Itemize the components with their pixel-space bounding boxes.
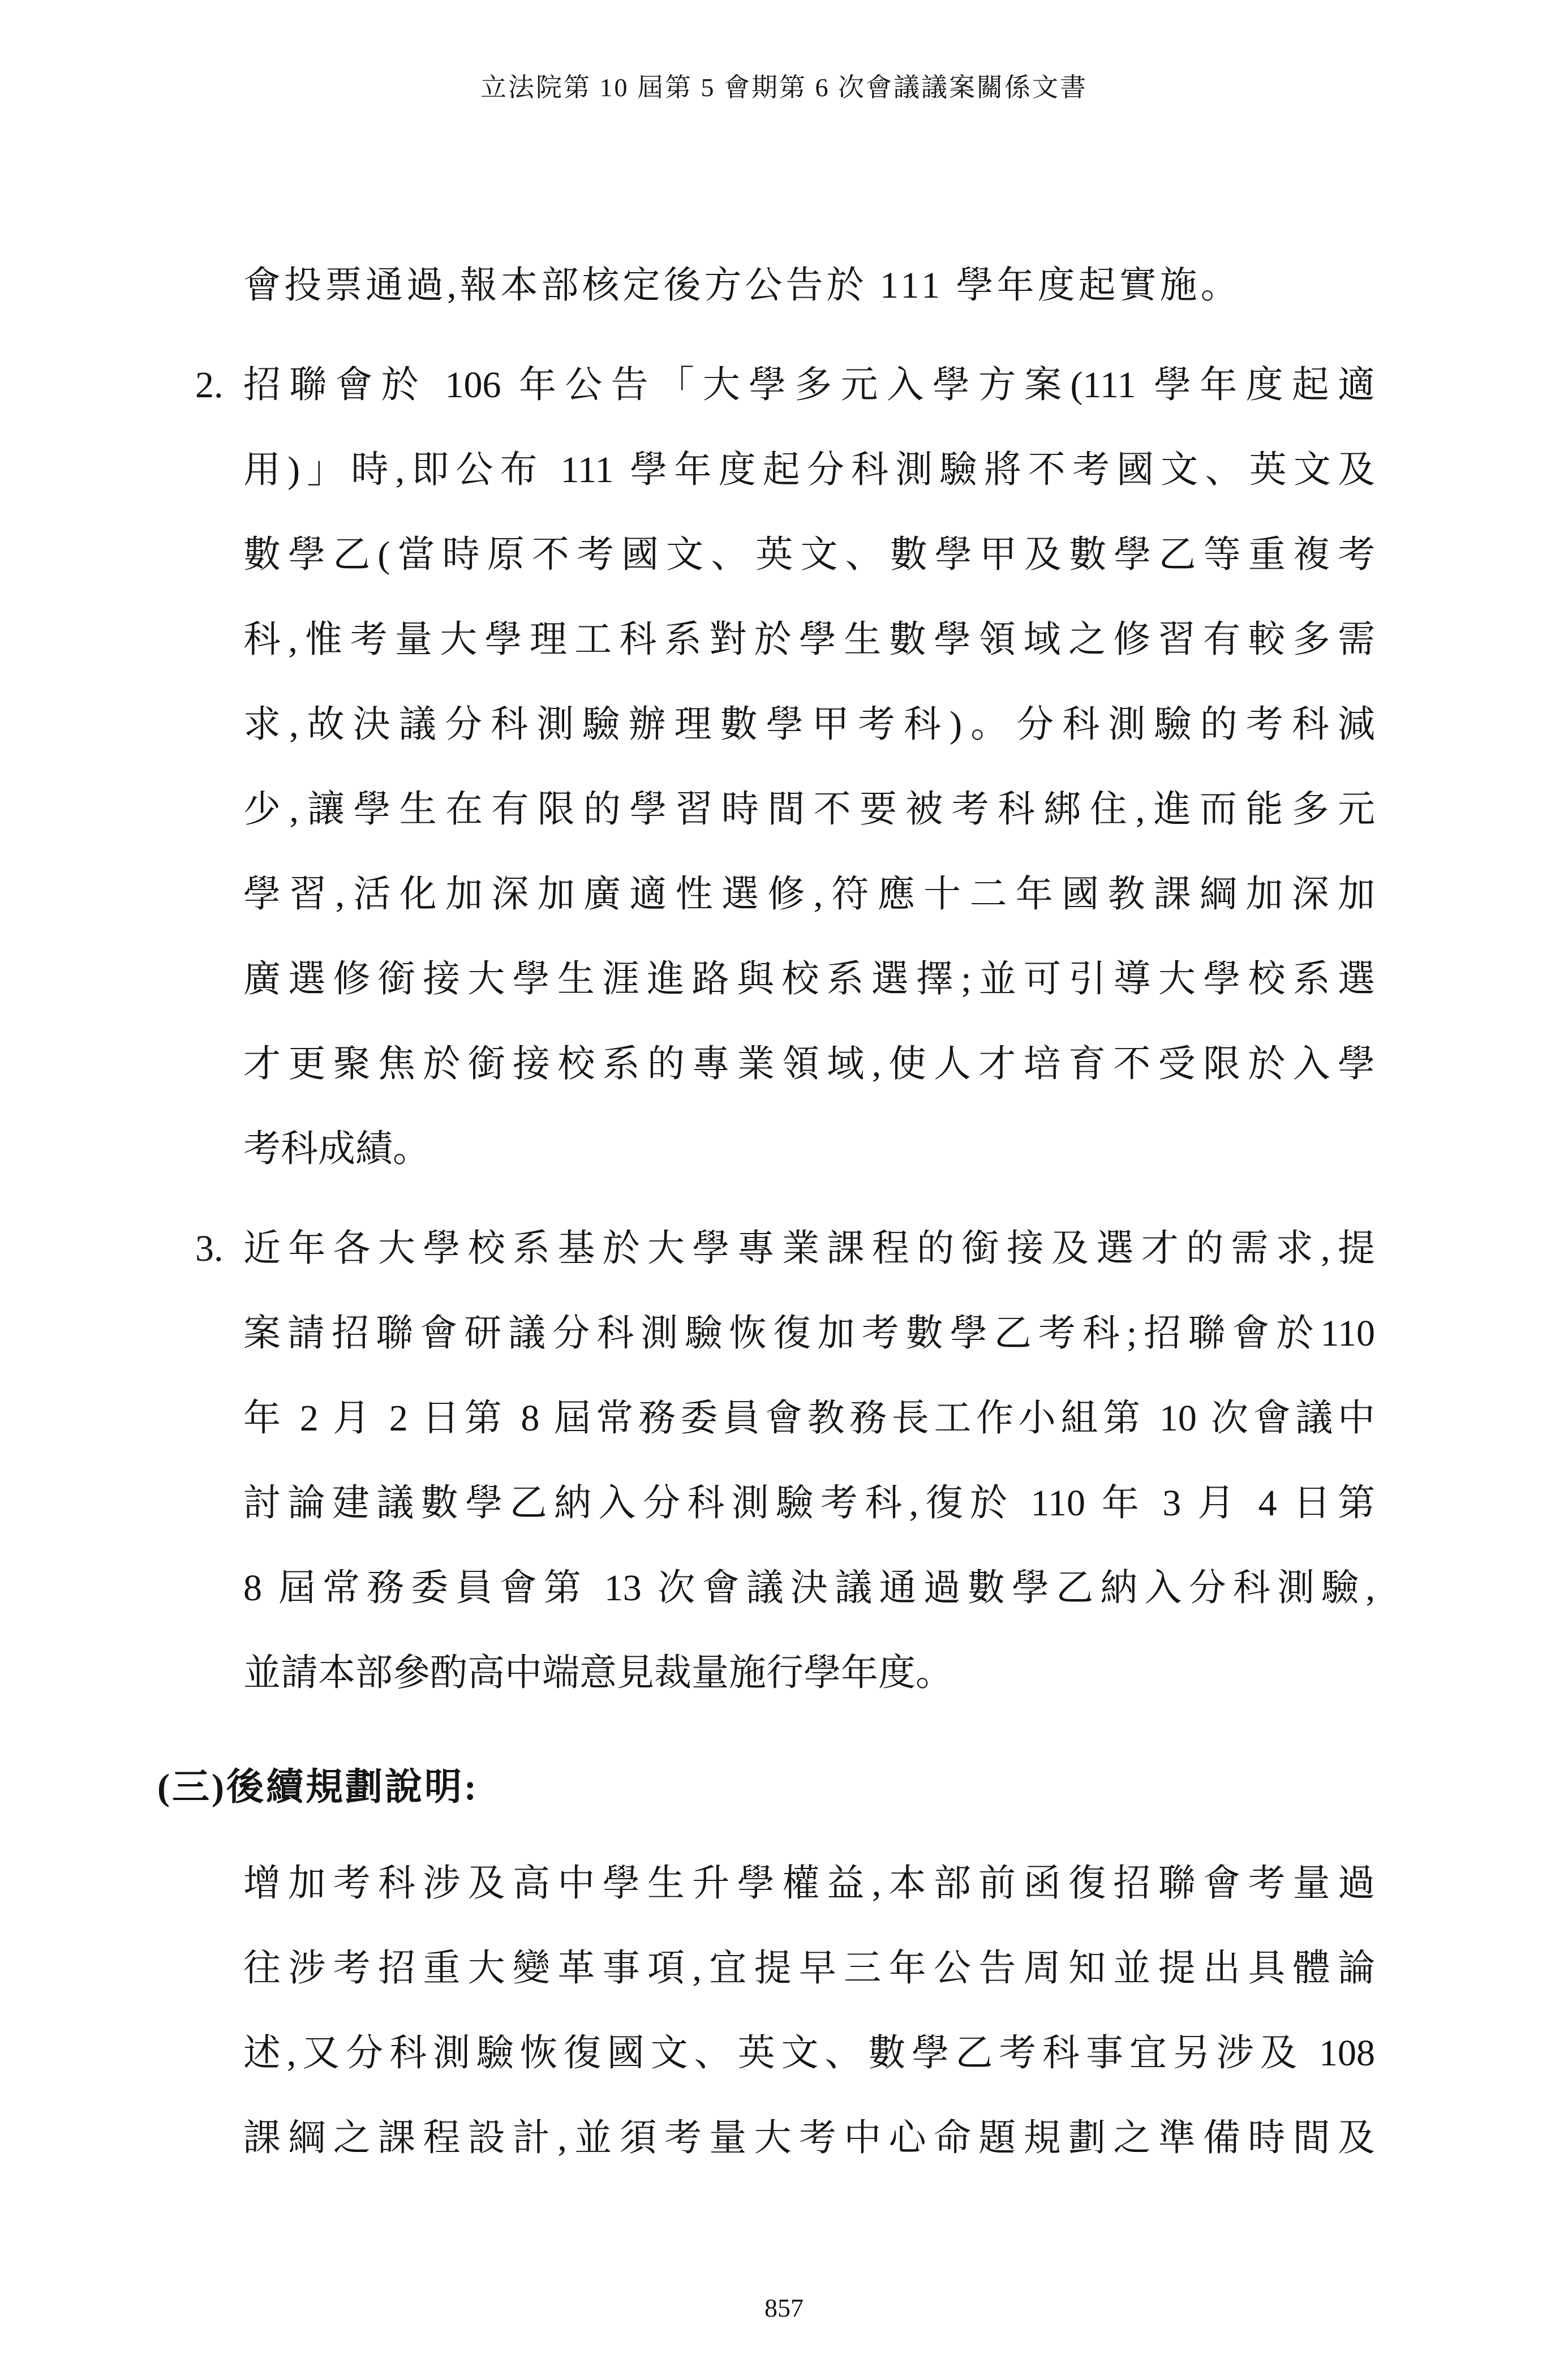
item-number: 2.	[195, 364, 224, 406]
page-number: 857	[764, 2293, 804, 2322]
text-line: 近年各大學校系基於大學專業課程的銜接及選才的需求,提	[243, 1228, 1375, 1269]
text-line: 數學乙(當時原不考國文、英文、數學甲及數學乙等重複考	[243, 534, 1375, 575]
text-line: 課綱之課程設計,並須考量大考中心命題規劃之準備時間及	[243, 2117, 1375, 2159]
document-body	[0, 243, 1568, 2181]
text-line: 招聯會於 106 年公告「大學多元入學方案(111 學年度起適	[243, 364, 1375, 406]
text-line: 求,故決議分科測驗辦理數學甲考科)。分科測驗的考科減	[243, 704, 1375, 745]
text-line: 少,讓學生在有限的學習時間不要被考科綁住,進而能多元	[243, 789, 1375, 830]
text-line: 8 屆常務委員會第 13 次會議決議通過數學乙納入分科測驗,	[243, 1567, 1375, 1609]
text-line: 案請招聯會研議分科測驗恢復加考數學乙考科;招聯會於110	[243, 1313, 1375, 1354]
section-heading: (三)後續規劃說明:	[157, 1767, 479, 1808]
text-line: 往涉考招重大變革事項,宜提早三年公告周知並提出具體論	[243, 1948, 1375, 1989]
text-line: 討論建議數學乙納入分科測驗考科,復於 110 年 3 月 4 日第	[243, 1483, 1375, 1524]
continuation-paragraph-line: 會投票通過,報本部核定後方公告於 111 學年度起實施。	[243, 265, 1241, 306]
closing-paragraph	[243, 1841, 1375, 2181]
numbered-item-2	[195, 343, 1568, 1192]
text-line: 增加考科涉及高中學生升學權益,本部前函復招聯會考量過	[243, 1863, 1375, 1904]
text-line: 考科成績。	[243, 1128, 430, 1170]
text-line: 科,惟考量大學理工科系對於學生數學領域之修習有較多需	[243, 619, 1375, 660]
text-line: 才更聚焦於銜接校系的專業領域,使人才培育不受限於入學	[243, 1043, 1375, 1085]
text-line: 年 2 月 2 日第 8 屆常務委員會教務長工作小組第 10 次會議中	[243, 1398, 1375, 1439]
text-line: 述,又分科測驗恢復國文、英文、數學乙考科事宜另涉及 108	[243, 2033, 1375, 2074]
text-line: 用)」時,即公布 111 學年度起分科測驗將不考國文、英文及	[243, 449, 1375, 491]
text-line: 廣選修銜接大學生涯進路與校系選擇;並可引導大學校系選	[243, 959, 1375, 1000]
item-text-block	[243, 343, 1375, 1192]
item-text-block	[243, 1206, 1375, 1716]
text-line: 學習,活化加深加廣適性選修,符應十二年國教課綱加深加	[243, 874, 1375, 915]
numbered-item-3	[195, 1206, 1568, 1716]
document-header-title: 立法院第 10 屆第 5 會期第 6 次會議議案關係文書	[480, 73, 1088, 102]
item-number: 3.	[195, 1228, 224, 1269]
text-line: 並請本部參酌高中端意見裁量施行學年度。	[243, 1652, 953, 1694]
